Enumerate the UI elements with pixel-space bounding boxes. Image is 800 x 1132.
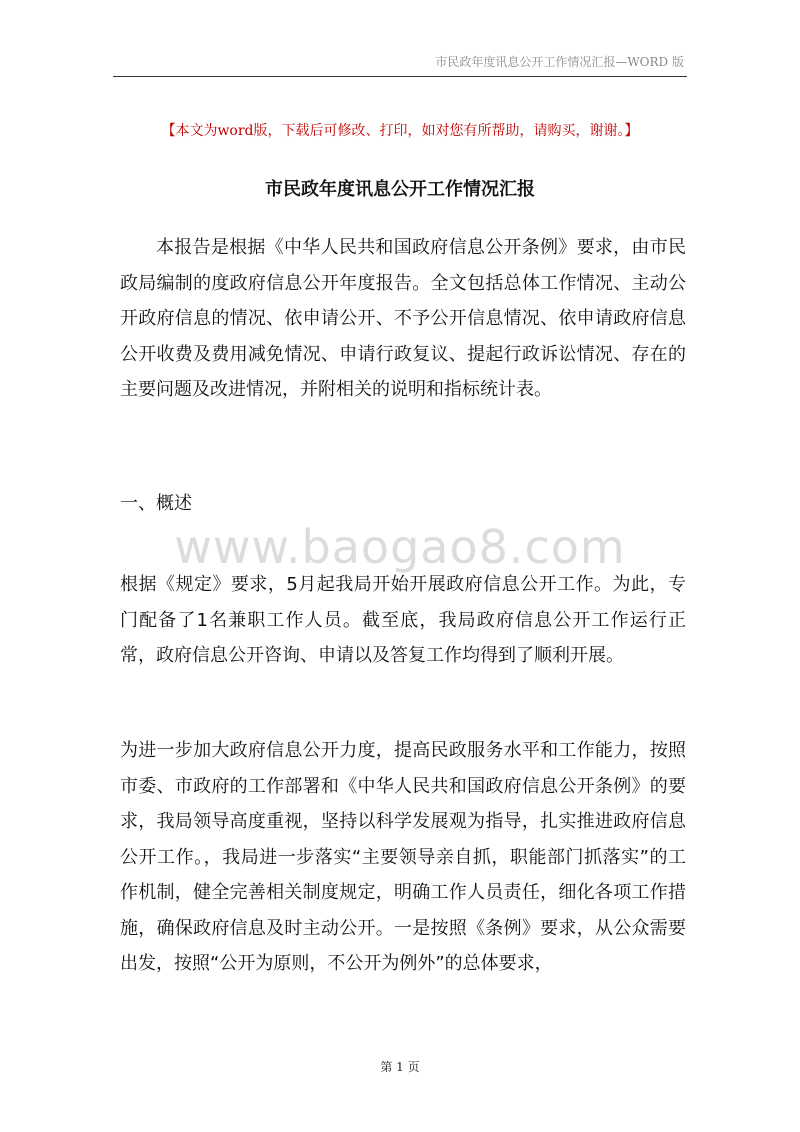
page-number: 第 1 页 bbox=[380, 1060, 420, 1074]
header-divider bbox=[113, 76, 687, 77]
running-header: 市民政年度讯息公开工作情况汇报—WORD 版 bbox=[435, 55, 684, 69]
body-paragraph-2: 为进一步加大政府信息公开力度，提高民政服务水平和工作能力，按照市委、市政府的工作部署和《中华人民共和国政府信息公开条例》的要求，我局领导高度重视，坚持以科学发展观为指导，扎实推进政府信息公开工作。，我局进一步落实“主要领导亲自抓，职能部门抓落实”的工作机制，健全完善相关制度规定，明确工作人员责任，细化各项工作措施，确保政府信息及时主动公开。一是按照《条例》要求，从公众需要出发，按照“公开为原则，不公开为例外”的总体要求， bbox=[120, 740, 686, 974]
watermark: www.baogao8.com bbox=[174, 520, 626, 574]
document-title: 市民政年度讯息公开工作情况汇报 bbox=[265, 179, 535, 200]
section-heading-overview: 一、概述 bbox=[120, 493, 192, 514]
intro-paragraph: 本报告是根据《中华人民共和国政府信息公开条例》要求，由市民政局编制的度政府信息公开年度报告。全文包括总体工作情况、主动公开政府信息的情况、依申请公开、不予公开信息情况、依申请政府信息公开收费及费用减免情况、申请行政复议、提起行政诉讼情况、存在的主要问题及改进情况，并附相关的说明和指标统计表。 bbox=[120, 237, 686, 400]
download-notice: 【本文为word版，下载后可修改、打印，如对您有所帮助，请购买，谢谢。】 bbox=[161, 123, 639, 139]
body-paragraph-1: 根据《规定》要求，5月起我局开始开展政府信息公开工作。为此，专门配备了1名兼职工作人员。截至底，我局政府信息公开工作运行正常，政府信息公开咨询、申请以及答复工作均得到了顺利开展。 bbox=[120, 574, 686, 666]
